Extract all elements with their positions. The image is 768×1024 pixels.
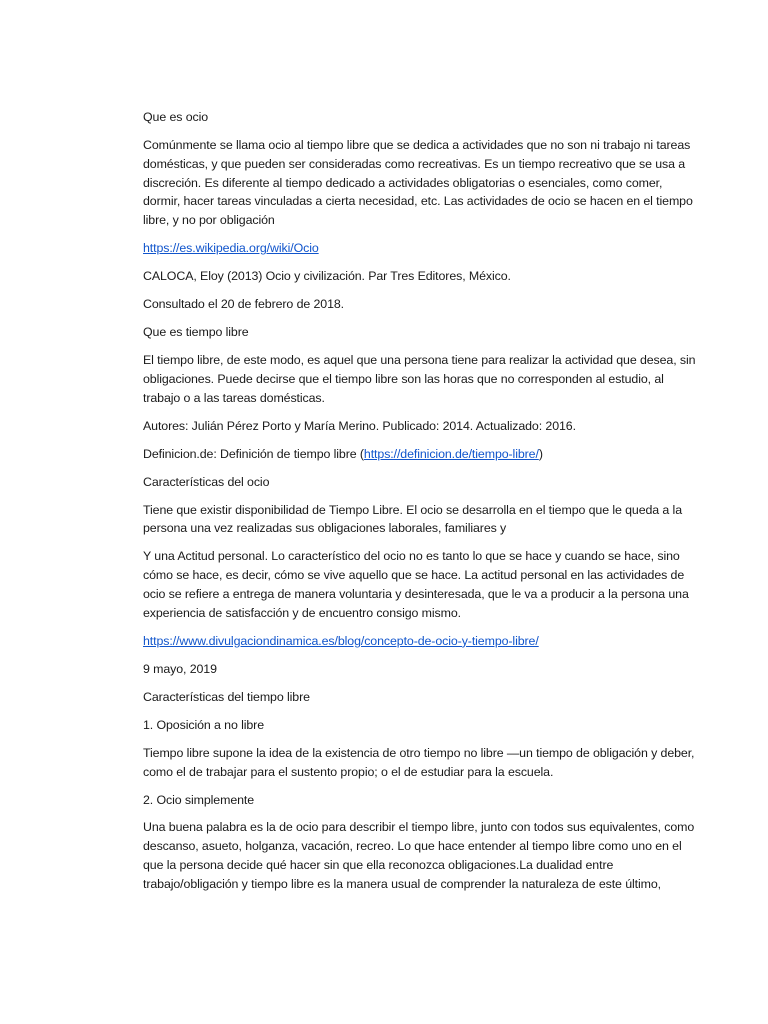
citation-caloca: CALOCA, Eloy (2013) Ocio y civilización. Par Tres Editores, México. [143,269,511,284]
paragraph-disponibilidad: Tiene que existir disponibilidad de Tiempo Libre. El ocio se desarrolla en el tiempo que le queda a la persona una vez realizadas sus obligaciones laborales, familiares y [143,502,682,536]
heading-caracteristicas-ocio: Características del ocio [143,474,270,489]
paragraph-definicion-ocio: Comúnmente se llama ocio al tiempo libre que se dedica a actividades que no son ni trabajo ni tareas domésticas, y que pueden ser consideradas como recreativas. Es un tiempo recreativo que se usa a discreción. Es diferente al tiempo dedicado a actividades obligatorias o esenciales, como comer, dormir, hacer tareas vinculadas a cierta necesidad, etc. Las actividades de ocio se hacen en el tiempo libre, y no por obligación [143,137,693,228]
paragraph-actitud: Y una Actitud personal. Lo característico del ocio no es tanto lo que se hace y cuando se hace, sino cómo se hace, es decir, cómo se vive aquello que se hace. La actitud personal en las actividades de ocio se refiere a entrega de manera voluntaria y desinteresada, que le va a producir a la persona una experiencia de satisfacción y de encuentro consigo mismo. [143,549,689,620]
citation-definicion [143,445,698,464]
paragraph-tiempo-libre: El tiempo libre, de este modo, es aquel que una persona tiene para realizar la actividad que desea, sin obligaciones. Puede decirse que el tiempo libre son las horas que no corresponden al estudio, al trabajo o a las tareas domésticas. [143,353,696,405]
definicion-prefix: Definicion.de: Definición de tiempo libre ( [143,446,364,461]
link-definicion[interactable]: https://definicion.de/tiempo-libre/ [363,446,539,461]
item2-title: 2. Ocio simplemente [143,792,255,807]
heading-caracteristicas-tiempo-libre: Características del tiempo libre [143,689,310,704]
item1-title: 1. Oposición a no libre [143,717,264,732]
item1-text: Tiempo libre supone la idea de la existencia de otro tiempo no libre —un tiempo de obligación y deber, como el de trabajar para el sustento propio; o el de estudiar para la escuela. [143,745,695,779]
date-divulgacion: 9 mayo, 2019 [143,661,217,676]
citation-authors: Autores: Julián Pérez Porto y María Merino. Publicado: 2014. Actualizado: 2016. [143,418,576,433]
document-body [143,108,698,903]
heading-que-es-ocio: Que es ocio [143,110,209,124]
item2-text: Una buena palabra es la de ocio para describir el tiempo libre, junto con todos sus equivalentes, como descanso, asueto, holganza, vacación, recreo. Lo que hace entender al tiempo libre como uno en el que la persona decide qué hacer sin que ella reconozca obligaciones.La dualidad entre trabajo/obligación y tiempo libre es la manera usual de comprender la naturaleza de este último, [143,820,695,891]
link-wikipedia[interactable]: https://es.wikipedia.org/wiki/Ocio [143,241,319,256]
heading-que-es-tiempo-libre: Que es tiempo libre [143,325,249,340]
definicion-suffix: ) [538,446,543,461]
reference-link-wikipedia-line [143,239,698,258]
reference-link-divulgacion-line [143,632,698,651]
link-divulgacion[interactable]: https://www.divulgaciondinamica.es/blog/concepto-de-ocio-y-tiempo-libre/ [143,633,539,648]
consulted-date: Consultado el 20 de febrero de 2018. [143,297,344,312]
